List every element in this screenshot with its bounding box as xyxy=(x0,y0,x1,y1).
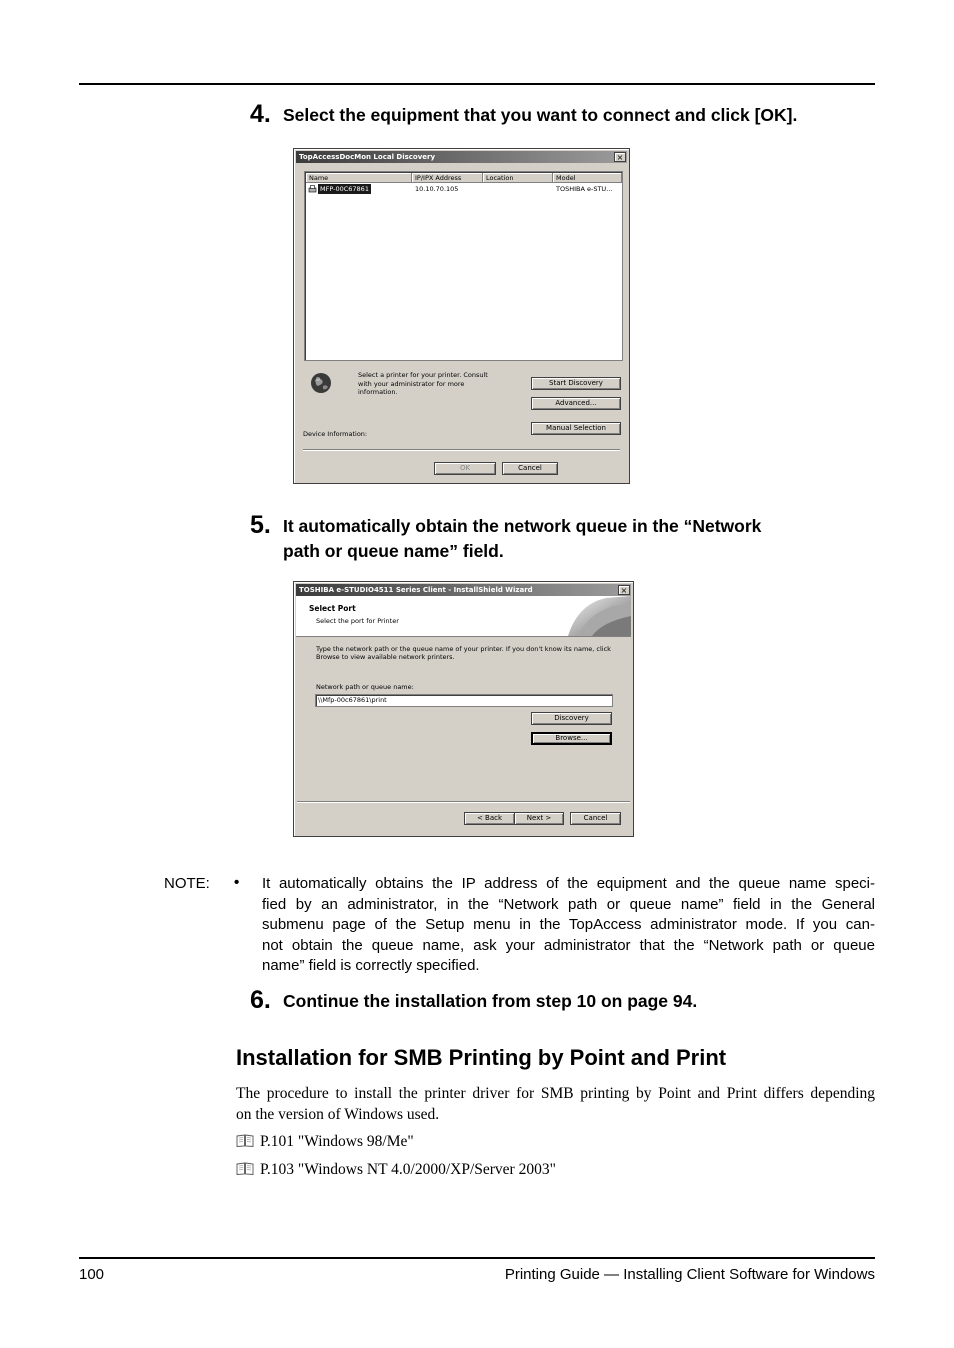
step-5-text-line2: path or queue name” field. xyxy=(283,541,504,561)
start-discovery-button[interactable]: Start Discovery xyxy=(531,377,621,390)
step-5-text-line1: It automatically obtain the network queue in the “Network xyxy=(283,516,762,536)
page-number: 100 xyxy=(79,1266,105,1283)
printer-list[interactable] xyxy=(304,171,623,361)
column-header-location[interactable]: Location xyxy=(483,173,553,183)
reference-link[interactable] xyxy=(236,1159,556,1180)
reference-link[interactable] xyxy=(236,1131,414,1152)
reference-text: P.103 "Windows NT 4.0/2000/XP/Server 2003" xyxy=(260,1161,556,1178)
close-icon[interactable]: × xyxy=(618,585,630,595)
reference-text: P.101 "Windows 98/Me" xyxy=(260,1133,414,1150)
step-5-number: 5. xyxy=(250,511,271,539)
discovery-title: TopAccessDocMon Local Discovery xyxy=(299,153,436,161)
section-paragraph-line1: The procedure to install the printer driver for SMB printing by Point and Print differs depending xyxy=(236,1085,875,1102)
column-header-model[interactable]: Model xyxy=(553,173,622,183)
globe-icon xyxy=(310,372,332,394)
separator xyxy=(303,449,620,451)
network-path-input[interactable]: \\Mfp-00c67861\print xyxy=(315,694,613,707)
ok-button[interactable]: OK xyxy=(434,462,496,475)
discovery-button[interactable]: Discovery xyxy=(531,712,612,725)
note-bullet: • xyxy=(234,874,240,891)
installshield-dialog xyxy=(293,581,634,837)
footer-rule xyxy=(79,1257,875,1259)
note-line: name” field is correctly specified. xyxy=(262,957,480,974)
wizard-banner-graphic xyxy=(558,596,631,636)
footer-title: Printing Guide — Installing Client Software for Windows xyxy=(504,1266,875,1283)
row-name: MFP-00C67861 xyxy=(320,185,369,193)
section-paragraph-line2: on the version of Windows used. xyxy=(236,1106,440,1123)
wizard-title: TOSHIBA e-STUDIO4511 Series Client - InstallShield Wizard xyxy=(299,586,533,594)
next-button[interactable]: Next > xyxy=(514,812,564,825)
column-header-name[interactable]: Name xyxy=(306,173,412,183)
step-6-number: 6. xyxy=(250,986,271,1014)
step-4-number: 4. xyxy=(250,100,271,128)
back-button[interactable]: < Back xyxy=(464,812,515,825)
row-model: TOSHIBA e-STU... xyxy=(556,185,613,193)
wizard-titlebar xyxy=(296,584,631,596)
step-4-text: Select the equipment that you want to connect and click [OK]. xyxy=(283,105,798,125)
step-6-text: Continue the installation from step 10 on page 94. xyxy=(283,991,698,1011)
wizard-cancel-button[interactable]: Cancel xyxy=(570,812,621,825)
wizard-instruction-line1: Type the network path or the queue name of your printer. If you don't know its name, click xyxy=(316,645,611,653)
browse-button[interactable]: Browse... xyxy=(531,732,612,745)
book-icon xyxy=(236,1160,254,1173)
wizard-header-subtitle: Select the port for Printer xyxy=(316,617,399,625)
book-icon xyxy=(236,1132,254,1145)
top-rule xyxy=(79,83,875,85)
advanced-button[interactable]: Advanced... xyxy=(531,397,621,410)
note-line: fied by an administrator, in the “Network path or queue name” field in the General xyxy=(262,895,875,913)
cancel-button[interactable]: Cancel xyxy=(502,462,558,475)
section-heading: Installation for SMB Printing by Point and Print xyxy=(236,1045,727,1070)
separator xyxy=(297,801,630,803)
note-line: submenu page of the Setup menu in the TopAccess administrator mode. If you can- xyxy=(262,916,875,933)
column-header-ip[interactable]: IP/IPX Address xyxy=(412,173,483,183)
note-label: NOTE: xyxy=(164,875,210,892)
wizard-header-title: Select Port xyxy=(309,604,356,613)
note-line: not obtain the queue name, ask your administrator that the “Network path or queue xyxy=(262,936,875,954)
device-info-label: Device Information: xyxy=(303,430,368,438)
note-line: It automatically obtains the IP address of the equipment and the queue name speci- xyxy=(262,875,875,892)
discovery-dialog xyxy=(293,148,630,484)
discovery-hint: Select a printer for your printer. Consult with your administrator for more information. xyxy=(358,371,488,396)
row-ip: 10.10.70.105 xyxy=(415,185,459,193)
printer-icon xyxy=(308,185,317,193)
wizard-instruction-line2: Browse to view available network printers. xyxy=(316,653,455,661)
close-icon[interactable]: × xyxy=(614,152,626,162)
note-text xyxy=(262,874,875,977)
discovery-titlebar xyxy=(296,151,627,163)
wizard-header xyxy=(296,596,631,637)
network-path-label: Network path or queue name: xyxy=(316,683,414,691)
manual-selection-button[interactable]: Manual Selection xyxy=(531,422,621,435)
